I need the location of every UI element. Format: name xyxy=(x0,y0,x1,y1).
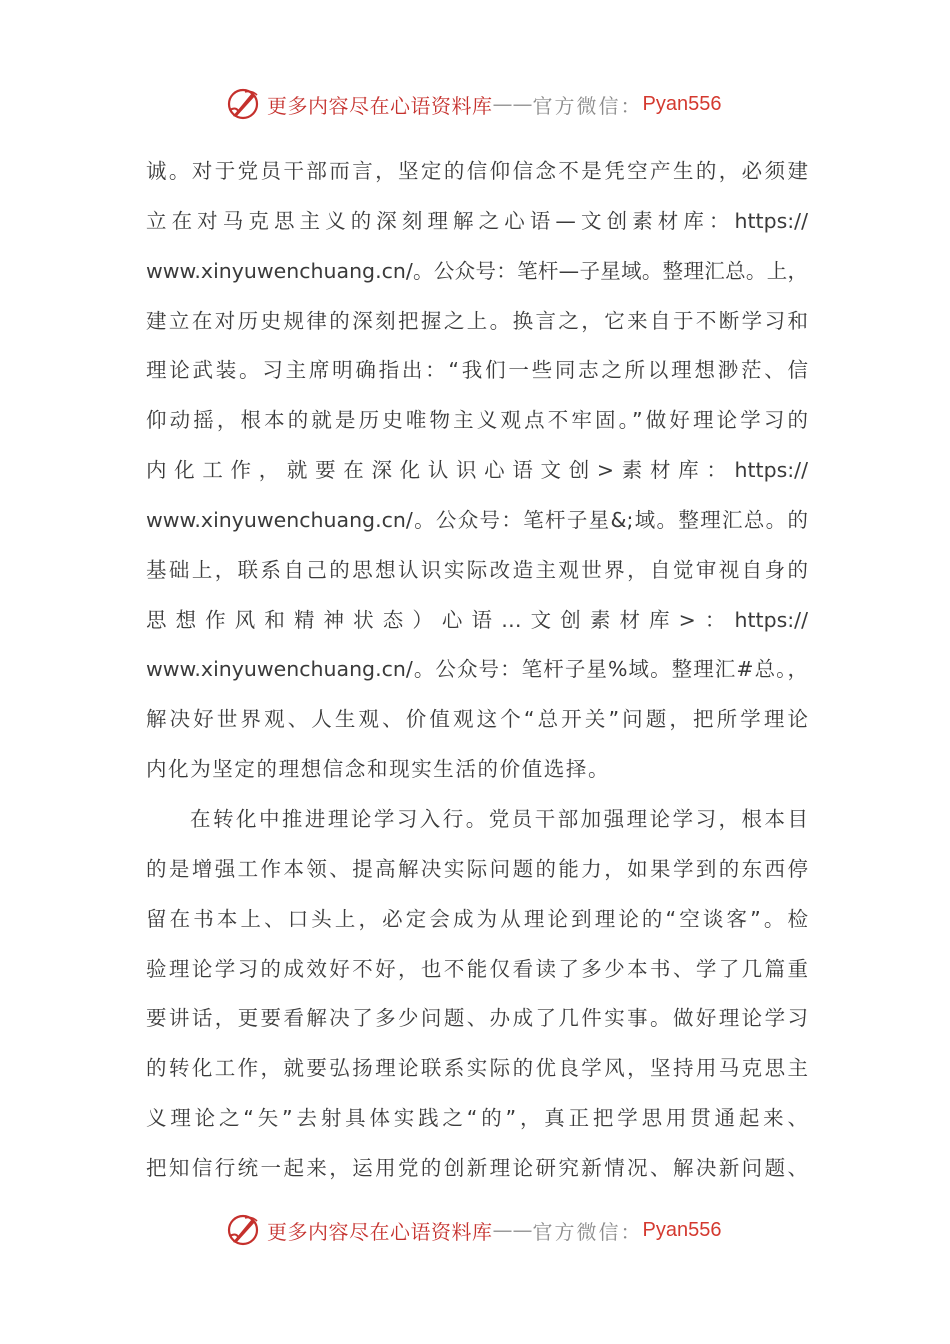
text-line: 的是增强工作本领、提高解决实际问题的能力，如果学到的东西停 xyxy=(146,856,808,881)
banner-subtitle: 官方微信： xyxy=(532,93,643,118)
text-line: 立在对马克思主义的深刻理解之心语—文创素材库：https:// xyxy=(146,208,808,233)
text-line: 建立在对历史规律的深刻把握之上。换言之，它来自于不断学习和 xyxy=(146,308,808,333)
text-line: www.xinyuwenchuang.cn/。公众号：笔杆子星%域。整理汇#总。， xyxy=(146,657,808,682)
text-line: 思想作风和精神状态）心语…文创素材库>：https:// xyxy=(146,607,808,632)
text-line: 内化为坚定的理想信念和现实生活的价值选择。 xyxy=(146,757,611,782)
quill-logo-icon xyxy=(225,86,261,122)
header-banner xyxy=(225,84,745,124)
text-line: 解决好世界观、人生观、价值观这个“总开关”问题，把所学理论 xyxy=(146,707,808,732)
text-line: 把知信行统一起来，运用党的创新理论研究新情况、解决新问题、 xyxy=(146,1155,808,1180)
footer-banner xyxy=(225,1210,745,1250)
text-line: 理论武装。习主席明确指出：“我们一些同志之所以理想渺茫、信 xyxy=(146,358,808,383)
text-line: 诚。对于党员干部而言，坚定的信仰信念不是凭空产生的，必须建 xyxy=(146,159,808,183)
banner-subtitle: 官方微信： xyxy=(532,1219,643,1244)
quill-logo-icon xyxy=(225,1212,261,1248)
text-line: www.xinyuwenchuang.cn/。公众号：笔杆子星&;域。整理汇总。的 xyxy=(146,507,808,532)
banner-wechat-id: Pyan556 xyxy=(642,92,722,115)
banner-dash: —— xyxy=(492,92,533,116)
text-line: 仰动摇，根本的就是历史唯物主义观点不牢固。”做好理论学习的 xyxy=(146,408,808,433)
banner-title: 更多内容尽在心语资料库 xyxy=(267,93,493,118)
banner-dash: —— xyxy=(492,1218,533,1242)
text-line: 基础上，联系自己的思想认识实际改造主观世界，自觉审视自身的 xyxy=(146,557,808,582)
text-line: 留在书本上、口头上，必定会成为从理论到理论的“空谈客”。检 xyxy=(146,906,808,931)
text-line: 要讲话，更要看解决了多少问题、办成了几件实事。做好理论学习 xyxy=(146,1006,808,1031)
text-line: 的转化工作，就要弘扬理论联系实际的优良学风，坚持用马克思主 xyxy=(146,1056,808,1081)
text-line: 验理论学习的成效好不好，也不能仅看读了多少本书、学了几篇重 xyxy=(146,956,808,981)
banner-wechat-id: Pyan556 xyxy=(642,1218,722,1241)
document-body xyxy=(146,147,808,1194)
text-line: 义理论之“矢”去射具体实践之“的”，真正把学思用贯通起来、 xyxy=(146,1106,808,1131)
paragraph-start-line: 在转化中推进理论学习入行。党员干部加强理论学习，根本目 xyxy=(190,806,808,831)
text-line: www.xinyuwenchuang.cn/。公众号：笔杆—子星域。整理汇总。上， xyxy=(146,258,808,283)
banner-title: 更多内容尽在心语资料库 xyxy=(267,1219,493,1244)
text-line: 内化工作，就要在深化认识心语文创>素材库：https:// xyxy=(146,458,808,483)
